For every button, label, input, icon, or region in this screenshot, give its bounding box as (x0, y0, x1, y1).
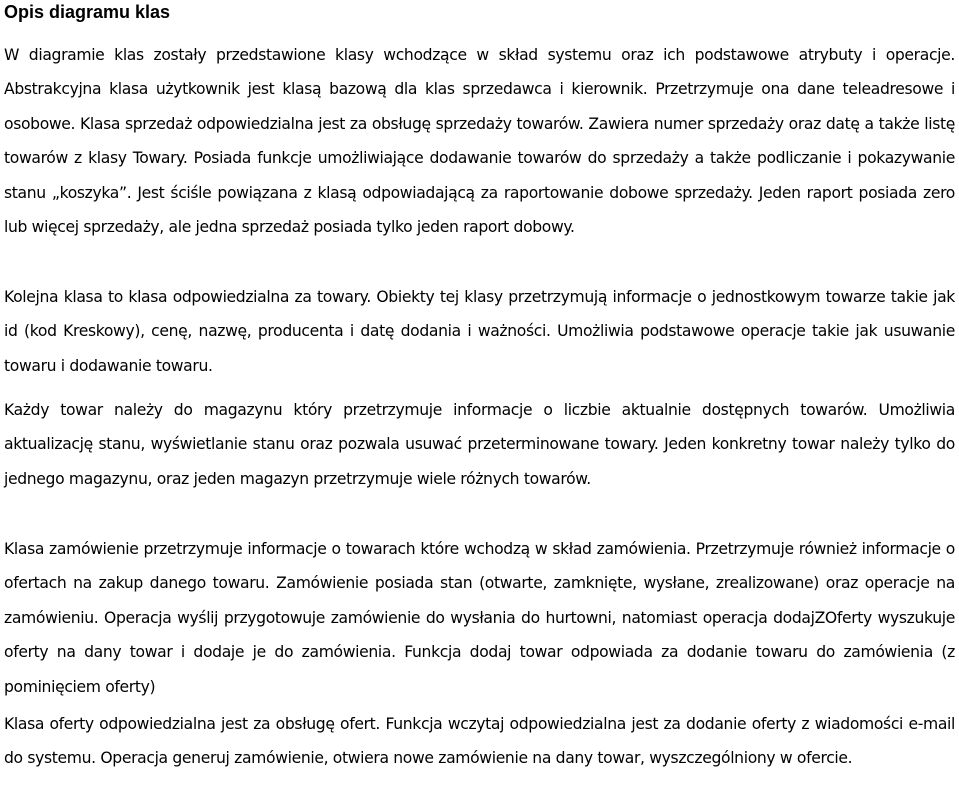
paragraph-warehouse-class: Każdy towar należy do magazynu który przetrzymuje informacje o liczbie aktualnie dostępnych towarów. Umożliwia aktualizację stanu, wyświetlanie stanu oraz pozwala usuwać przeterminowane towary. Jeden konkretny towar należy tylko do jednego magazynu, oraz jeden magazyn przetrzymuje wiele różnych towarów. (4, 401, 955, 488)
paragraph-class-diagram-overview: W diagramie klas zostały przedstawione klasy wchodzące w skład systemu oraz ich podstawowe atrybuty i operacje. Abstrakcyjna klasa użytkownik jest klasą bazową dla klas sprzedawca i kierownik. Przetrzymuje ona dane teleadresowe i osobowe. Klasa sprzedaż odpowiedzialna jest za obsługę sprzedaży towarów. Zawiera numer sprzedaży oraz datę a także listę towarów z klasy Towary. Posiada funkcje umożliwiające dodawanie towarów do sprzedaży a także podliczanie i pokazywanie stanu „koszyka”. Jest ściśle powiązana z klasą odpowiadającą za raportowanie dobowe sprzedaży. Jeden raport posiada zero lub więcej sprzedaży, ale jedna sprzedaż posiada tylko jeden raport dobowy. (4, 46, 955, 237)
paragraph-order-class: Klasa zamówienie przetrzymuje informacje o towarach które wchodzą w skład zamówienia. Przetrzymuje również informacje o ofertach na zakup danego towaru. Zamówienie posiada stan (otwarte, zamknięte, wysłane, zrealizowane) oraz operacje na zamówieniu. Operacja wyślij przygotowuje zamówienie do wysłania do hurtowni, natomiast operacja dodajZOferty wyszukuje oferty na dany towar i dodaje je do zamówienia. Funkcja dodaj towar odpowiada za dodanie towaru do zamówienia (z pominięciem oferty) (4, 540, 955, 696)
paragraph-offer-class: Klasa oferty odpowiedzialna jest za obsługę ofert. Funkcja wczytaj odpowiedzialna jest za dodanie oferty z wiadomości e-mail do systemu. Operacja generuj zamówienie, otwiera nowe zamówienie na dany towar, wyszczególniony w ofercie. (4, 715, 955, 768)
document-title: Opis diagramu klas (4, 2, 171, 22)
paragraph-goods-class: Kolejna klasa to klasa odpowiedzialna za towary. Obiekty tej klasy przetrzymują informacje o jednostkowym towarze takie jak id (kod Kreskowy), cenę, nazwę, producenta i datę dodania i ważności. Umożliwia podstawowe operacje takie jak usuwanie towaru i dodawanie towaru. (4, 288, 955, 375)
